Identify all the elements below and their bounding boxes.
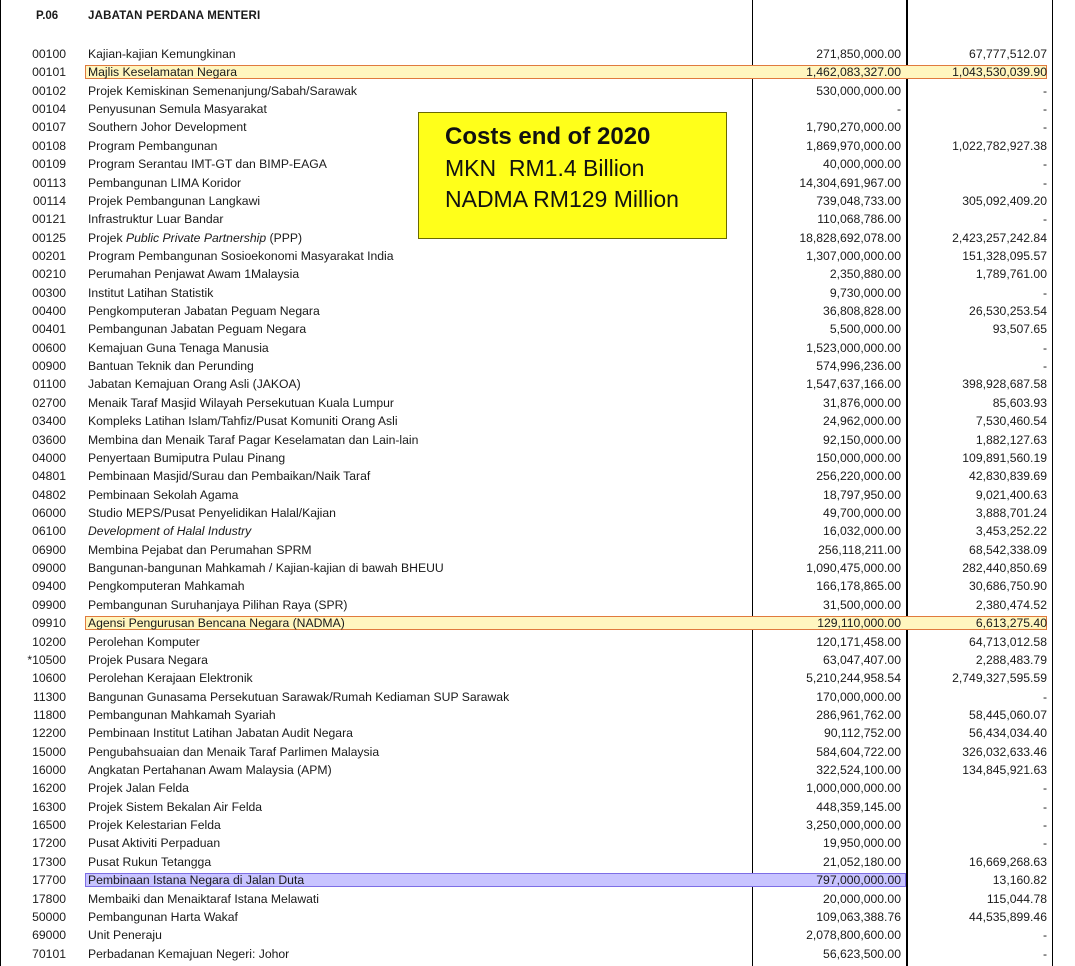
row-allocation: 1,090,475,000.00	[806, 561, 901, 575]
row-code: 02700	[32, 396, 66, 410]
row-allocation: 18,828,692,078.00	[799, 231, 901, 245]
row-allocation: 271,850,000.00	[816, 47, 901, 61]
row-description	[88, 229, 302, 247]
table-row	[0, 706, 1075, 724]
row-description: Projek Sistem Bekalan Air Felda	[88, 800, 263, 814]
row-expenditure: 30,686,750.90	[969, 579, 1047, 593]
row-code: 00104	[32, 102, 66, 116]
row-allocation: 129,110,000.00	[817, 616, 901, 630]
row-expenditure: 93,507.65	[992, 322, 1047, 336]
table-row	[0, 82, 1075, 100]
row-code: 04000	[32, 451, 66, 465]
row-code: 06000	[32, 506, 66, 520]
row-expenditure: 2,749,327,595.59	[952, 671, 1047, 685]
row-description: Kompleks Latihan Islam/Tahfiz/Pusat Komuniti Orang Asli	[88, 414, 398, 428]
row-expenditure: 2,380,474.52	[975, 598, 1047, 612]
row-code: 03400	[32, 414, 66, 428]
row-allocation: 2,078,800,600.00	[806, 928, 901, 942]
row-description: Perolehan Komputer	[88, 635, 200, 649]
row-code: *10500	[27, 653, 66, 667]
row-allocation: 109,063,388.76	[816, 910, 901, 924]
table-row	[0, 45, 1075, 63]
row-description: Kajian-kajian Kemungkinan	[88, 47, 236, 61]
row-allocation: 170,000,000.00	[816, 690, 901, 704]
row-code: 17300	[32, 855, 66, 869]
row-description: Studio MEPS/Pusat Penyelidikan Halal/Kajian	[88, 506, 336, 520]
table-row	[0, 761, 1075, 779]
row-expenditure: 282,440,850.69	[962, 561, 1047, 575]
table-row	[0, 504, 1075, 522]
row-code: 00600	[32, 341, 66, 355]
row-expenditure: 2,423,257,242.84	[952, 231, 1047, 245]
table-row	[0, 596, 1075, 614]
row-description-part: Development of Halal Industry	[88, 524, 252, 538]
row-code: 16000	[32, 763, 66, 777]
row-expenditure: 6,613,275.40	[975, 616, 1047, 630]
row-code: 11300	[33, 690, 66, 704]
row-allocation: 1,307,000,000.00	[806, 249, 901, 263]
row-expenditure: -	[1042, 212, 1047, 226]
row-description: Infrastruktur Luar Bandar	[88, 212, 224, 226]
table-row	[0, 375, 1075, 393]
row-description: Projek Kemiskinan Semenanjung/Sabah/Sarawak	[88, 84, 357, 98]
row-code: 17800	[32, 892, 66, 906]
table-row	[0, 265, 1075, 283]
row-expenditure: -	[1042, 84, 1047, 98]
row-allocation: 90,112,752.00	[823, 726, 901, 740]
row-allocation: 40,000,000.00	[823, 157, 901, 171]
row-expenditure: 58,445,060.07	[969, 708, 1047, 722]
row-code: 69000	[32, 928, 66, 942]
row-expenditure: -	[1042, 286, 1047, 300]
row-allocation: 797,000,000.00	[816, 873, 901, 887]
row-description: Pembangunan Mahkamah Syariah	[88, 708, 276, 722]
row-expenditure: 7,530,460.54	[975, 414, 1047, 428]
row-allocation: 256,220,000.00	[816, 469, 901, 483]
row-allocation: 2,350,880.00	[829, 267, 901, 281]
row-code: 11800	[33, 708, 66, 722]
row-allocation: 1,790,270,000.00	[806, 120, 901, 134]
row-description: Bangunan Gunasama Persekutuan Sarawak/Rumah Kediaman SUP Sarawak	[88, 690, 510, 704]
row-allocation: 530,000,000.00	[816, 84, 901, 98]
table-row	[0, 798, 1075, 816]
row-description: Bantuan Teknik dan Perunding	[88, 359, 254, 373]
row-allocation: 92,150,000.00	[823, 433, 901, 447]
table-row	[0, 945, 1075, 963]
row-description: Pengkomputeran Jabatan Peguam Negara	[88, 304, 320, 318]
row-code: 01100	[33, 377, 66, 391]
row-description: Agensi Pengurusan Bencana Negara (NADMA)	[88, 616, 345, 630]
row-code: 00210	[32, 267, 66, 281]
row-allocation: 256,118,211.00	[818, 543, 901, 557]
row-allocation: 584,604,722.00	[816, 745, 901, 759]
row-expenditure: -	[1042, 176, 1047, 190]
table-row	[0, 926, 1075, 944]
row-expenditure: 1,882,127.63	[975, 433, 1047, 447]
row-expenditure: 44,535,899.46	[969, 910, 1047, 924]
table-row	[0, 467, 1075, 485]
callout-heading: Costs end of 2020	[445, 123, 651, 150]
row-expenditure: 2,288,483.79	[975, 653, 1047, 667]
row-description: Program Pembangunan Sosioekonomi Masyarakat India	[88, 249, 394, 263]
row-code: 09000	[32, 561, 66, 575]
row-description: Program Serantau IMT-GT dan BIMP-EAGA	[88, 157, 327, 171]
table-row	[0, 357, 1075, 375]
row-description: Pusat Aktiviti Perpaduan	[88, 836, 221, 850]
cost-callout-box	[418, 112, 727, 239]
row-allocation: 5,500,000.00	[829, 322, 901, 336]
row-code: 09400	[32, 579, 66, 593]
row-allocation: 9,730,000.00	[829, 286, 901, 300]
row-description-part: (PPP)	[266, 231, 303, 245]
row-allocation: 120,171,458.00	[816, 635, 901, 649]
row-code: 00201	[32, 249, 66, 263]
row-code: 50000	[32, 910, 66, 924]
table-row	[0, 853, 1075, 871]
row-expenditure: 13,160.82	[992, 873, 1047, 887]
row-allocation: 21,052,180.00	[823, 855, 901, 869]
row-description: Menaik Taraf Masjid Wilayah Persekutuan Kuala Lumpur	[88, 396, 394, 410]
row-description: Pengkomputeran Mahkamah	[88, 579, 245, 593]
row-allocation: 56,623,500.00	[823, 947, 901, 961]
table-row	[0, 834, 1075, 852]
row-code: 00900	[32, 359, 66, 373]
row-expenditure: -	[1042, 120, 1047, 134]
row-description: Perumahan Penjawat Awam 1Malaysia	[88, 267, 300, 281]
row-allocation: 31,876,000.00	[823, 396, 901, 410]
row-description-part: Projek	[88, 231, 126, 245]
row-description: Pembinaan Institut Latihan Jabatan Audit Negara	[88, 726, 353, 740]
row-code: 03600	[32, 433, 66, 447]
row-expenditure: 326,032,633.46	[962, 745, 1047, 759]
callout-mkn-cost: MKN RM1.4 Billion	[445, 155, 645, 181]
row-allocation: 448,359,145.00	[816, 800, 901, 814]
row-expenditure: 134,845,921.63	[962, 763, 1047, 777]
row-description: Pembinaan Masjid/Surau dan Pembaikan/Naik Taraf	[88, 469, 371, 483]
row-code: 00101	[32, 65, 66, 79]
row-code: 17200	[32, 836, 66, 850]
table-row	[0, 614, 1075, 632]
row-code: 00109	[32, 157, 66, 171]
row-expenditure: 1,043,530,039.90	[952, 65, 1047, 79]
row-expenditure: 16,669,268.63	[969, 855, 1047, 869]
row-allocation: 574,996,236.00	[816, 359, 901, 373]
row-description: Penyertaan Bumiputra Pulau Pinang	[88, 451, 286, 465]
row-description: Kemajuan Guna Tenaga Manusia	[88, 341, 269, 355]
row-allocation: 1,000,000,000.00	[806, 781, 901, 795]
row-expenditure: -	[1042, 928, 1047, 942]
table-row	[0, 651, 1075, 669]
row-description: Pembangunan LIMA Koridor	[88, 176, 242, 190]
row-code: 04802	[32, 488, 66, 502]
row-allocation: 739,048,733.00	[816, 194, 901, 208]
row-expenditure: -	[1042, 800, 1047, 814]
row-expenditure: 398,928,687.58	[962, 377, 1047, 391]
row-description: Membaiki dan Menaiktaraf Istana Melawati	[88, 892, 319, 906]
table-row	[0, 320, 1075, 338]
row-description: Pembinaan Sekolah Agama	[88, 488, 239, 502]
row-code: 04801	[32, 469, 66, 483]
row-description: Penyusunan Semula Masyarakat	[88, 102, 267, 116]
row-description: Southern Johor Development	[88, 120, 247, 134]
row-description: Projek Pembangunan Langkawi	[88, 194, 261, 208]
row-code: 09900	[32, 598, 66, 612]
row-allocation: 36,808,828.00	[823, 304, 901, 318]
row-allocation: 16,032,000.00	[823, 524, 901, 538]
table-row	[0, 871, 1075, 889]
row-description: Pembangunan Suruhanjaya Pilihan Raya (SPR)	[88, 598, 348, 612]
row-allocation: 14,304,691,967.00	[799, 176, 901, 190]
row-description: Majlis Keselamatan Negara	[88, 65, 238, 79]
table-row	[0, 302, 1075, 320]
row-code: 17700	[32, 873, 66, 887]
row-expenditure: 109,891,560.19	[962, 451, 1047, 465]
row-code: 00400	[32, 304, 66, 318]
table-row	[0, 412, 1075, 430]
row-allocation: 3,250,000,000.00	[806, 818, 901, 832]
row-expenditure: 9,021,400.63	[975, 488, 1047, 502]
table-row	[0, 669, 1075, 687]
row-code: 16500	[32, 818, 66, 832]
row-allocation: 150,000,000.00	[816, 451, 901, 465]
row-description: Membina dan Menaik Taraf Pagar Keselamatan dan Lain-lain	[88, 433, 419, 447]
row-code: 16300	[32, 800, 66, 814]
row-expenditure: 56,434,034.40	[969, 726, 1047, 740]
row-expenditure: 3,888,701.24	[975, 506, 1047, 520]
row-code: 00108	[32, 139, 66, 153]
table-row	[0, 688, 1075, 706]
row-allocation: 1,869,970,000.00	[806, 139, 901, 153]
table-row	[0, 779, 1075, 797]
table-row	[0, 908, 1075, 926]
table-row	[0, 486, 1075, 504]
row-description: Pembangunan Harta Wakaf	[88, 910, 238, 924]
row-description: Pembangunan Jabatan Peguam Negara	[88, 322, 307, 336]
ministry-code: P.06	[36, 10, 59, 22]
table-row	[0, 816, 1075, 834]
row-description: Pengubahsuaian dan Menaik Taraf Parlimen Malaysia	[88, 745, 380, 759]
row-expenditure: -	[1042, 157, 1047, 171]
row-description-part: Public Private Partnership	[125, 231, 267, 245]
table-row	[0, 247, 1075, 265]
row-code: 10200	[32, 635, 66, 649]
row-expenditure: 64,713,012.58	[969, 635, 1047, 649]
table-row	[0, 724, 1075, 742]
row-code: 06900	[32, 543, 66, 557]
row-description: Unit Peneraju	[88, 928, 162, 942]
row-code: 70101	[32, 947, 66, 961]
table-row	[0, 63, 1075, 81]
row-allocation: 166,178,865.00	[816, 579, 901, 593]
row-code: 06100	[32, 524, 66, 538]
row-expenditure: 305,092,409.20	[962, 194, 1047, 208]
row-expenditure: 26,530,253.54	[969, 304, 1047, 318]
row-expenditure: -	[1042, 341, 1047, 355]
table-row	[0, 559, 1075, 577]
table-row	[0, 449, 1075, 467]
row-expenditure: 1,022,782,927.38	[952, 139, 1047, 153]
row-description	[88, 522, 251, 540]
row-allocation: -	[896, 102, 901, 116]
row-code: 15000	[32, 745, 66, 759]
row-allocation: 1,523,000,000.00	[806, 341, 901, 355]
row-description: Pusat Rukun Tetangga	[88, 855, 212, 869]
row-expenditure: -	[1042, 359, 1047, 373]
row-description: Projek Pusara Negara	[88, 653, 208, 667]
row-expenditure: -	[1042, 102, 1047, 116]
row-code: 00114	[33, 194, 66, 208]
table-row	[0, 284, 1075, 302]
row-allocation: 24,962,000.00	[823, 414, 901, 428]
table-row	[0, 541, 1075, 559]
row-allocation: 31,500,000.00	[823, 598, 901, 612]
table-row	[0, 339, 1075, 357]
row-code: 00401	[32, 322, 66, 336]
row-allocation: 1,462,083,327.00	[806, 65, 901, 79]
row-description: Membina Pejabat dan Perumahan SPRM	[88, 543, 312, 557]
row-expenditure: 67,777,512.07	[969, 47, 1047, 61]
callout-nadma-cost: NADMA RM129 Million	[445, 186, 679, 212]
table-row	[0, 577, 1075, 595]
row-description: Projek Jalan Felda	[88, 781, 189, 795]
table-row	[0, 431, 1075, 449]
table-row	[0, 633, 1075, 651]
row-expenditure: 115,044.78	[986, 892, 1047, 906]
row-allocation: 63,047,407.00	[823, 653, 901, 667]
row-description: Projek Kelestarian Felda	[88, 818, 221, 832]
row-code: 00121	[32, 212, 66, 226]
row-expenditure: 68,542,338.09	[969, 543, 1047, 557]
row-code: 00107	[32, 120, 66, 134]
row-code: 10600	[32, 671, 66, 685]
row-allocation: 20,000,000.00	[823, 892, 901, 906]
table-row	[0, 522, 1075, 540]
row-code: 12200	[32, 726, 66, 740]
row-allocation: 19,950,000.00	[823, 836, 901, 850]
row-description: Perolehan Kerajaan Elektronik	[88, 671, 253, 685]
row-expenditure: -	[1042, 690, 1047, 704]
row-allocation: 1,547,637,166.00	[806, 377, 901, 391]
row-expenditure: 85,603.93	[992, 396, 1047, 410]
row-code: 00125	[32, 231, 66, 245]
table-row	[0, 394, 1075, 412]
row-description: Jabatan Kemajuan Orang Asli (JAKOA)	[88, 377, 301, 391]
row-description: Program Pembangunan	[88, 139, 218, 153]
row-description: Perbadanan Kemajuan Negeri: Johor	[88, 947, 290, 961]
row-expenditure: -	[1042, 818, 1047, 832]
row-code: 09910	[32, 616, 66, 630]
row-expenditure: -	[1042, 947, 1047, 961]
row-allocation: 286,961,762.00	[816, 708, 901, 722]
row-expenditure: 1,789,761.00	[975, 267, 1047, 281]
row-code: 16200	[32, 781, 66, 795]
row-allocation: 49,700,000.00	[823, 506, 901, 520]
row-allocation: 110,068,786.00	[817, 212, 901, 226]
row-description: Angkatan Pertahanan Awam Malaysia (APM)	[88, 763, 332, 777]
row-allocation: 18,797,950.00	[823, 488, 901, 502]
row-code: 00113	[33, 176, 66, 190]
row-code: 00102	[32, 84, 66, 98]
row-description: Bangunan-bangunan Mahkamah / Kajian-kajian di bawah BHEUU	[88, 561, 444, 575]
row-code: 00100	[32, 47, 66, 61]
table-row	[0, 743, 1075, 761]
row-allocation: 5,210,244,958.54	[806, 671, 901, 685]
row-expenditure: 3,453,252.22	[975, 524, 1047, 538]
row-expenditure: 151,328,095.57	[962, 249, 1047, 263]
row-description: Institut Latihan Statistik	[88, 286, 214, 300]
row-code: 00300	[32, 286, 66, 300]
row-description: Pembinaan Istana Negara di Jalan Duta	[88, 873, 305, 887]
row-expenditure: -	[1042, 836, 1047, 850]
row-expenditure: 42,830,839.69	[969, 469, 1047, 483]
ministry-title: JABATAN PERDANA MENTERI	[88, 10, 261, 22]
row-allocation: 322,524,100.00	[816, 763, 901, 777]
row-expenditure: -	[1042, 781, 1047, 795]
table-row	[0, 890, 1075, 908]
